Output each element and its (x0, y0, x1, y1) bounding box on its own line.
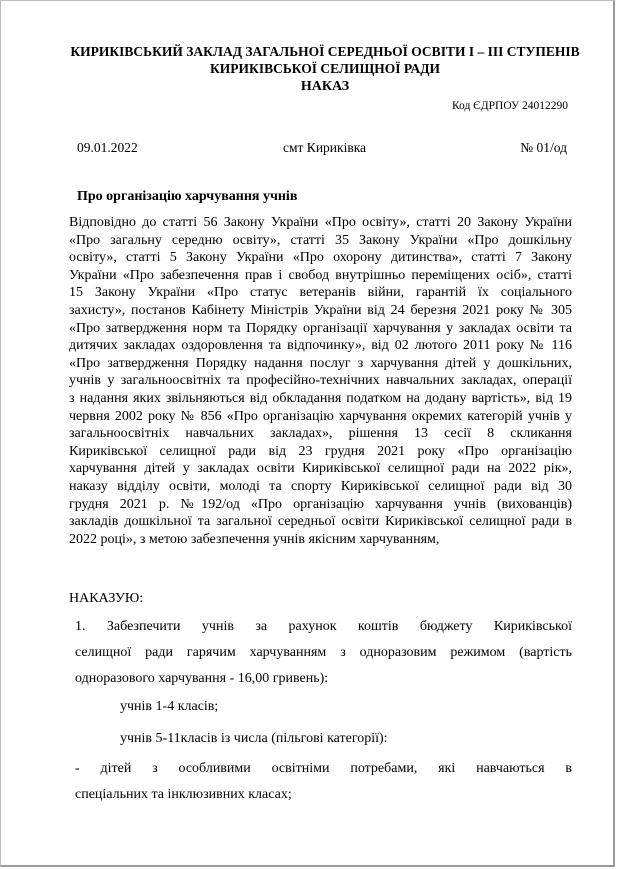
institution-name-line2: КИРИКІВСЬКОЇ СЕЛИЩНОЇ РАДИ (210, 61, 440, 76)
edrpou-code: Код ЄДРПОУ 24012290 (451, 100, 568, 112)
preamble-line: з надання яких звільняються від обкладання податком на додану вартість», від 19 (69, 390, 572, 406)
preamble-line: Кириківської селищної ради від 23 грудня 2021 року «Про організацію (69, 443, 572, 459)
preamble-line: наказу відділу освіти, молоді та спорту Кириківської селищної ради від 30 (69, 478, 572, 494)
order-item-special-needs (75, 756, 572, 808)
preamble-line: дитячих закладах оздоровлення та відпочинку», від 02 лютого 2011 року № 116 (69, 338, 572, 354)
preamble-line: «Про загальну середню освіту», статті 35 Закону України «Про дошкільну (69, 232, 572, 248)
item-line: одноразового харчування - 16,00 гривень): (75, 671, 329, 686)
order-title: Про організацію харчування учнів (77, 189, 298, 204)
institution-name-line1: КИРИКІВСЬКИЙ ЗАКЛАД ЗАГАЛЬНОЇ СЕРЕДНЬОЇ ОСВІТИ І – ІІІ СТУПЕНІВ (70, 44, 580, 59)
preamble-line: «Про затвердження норм та Порядку організації харчування у закладах освіти та (69, 320, 572, 336)
preamble-line: закладів дошкільної та загальної середньої освіти Кириківської селищної ради в (69, 514, 572, 530)
preamble-line: захисту», постанов Кабінету Міністрів України від 24 березня 2021 року № 305 (69, 302, 572, 318)
preamble-line: грудня 2021 р. №192/од «Про організацію харчування учнів (вихованців) (69, 496, 572, 512)
preamble-line: червня 2002 року № 856 «Про організацію харчування окремих категорій учнів у (69, 408, 572, 424)
order-number: № 01/од (520, 140, 567, 155)
preamble-line: учнів у загальноосвітніх та професійно-технічних навчальних закладах, операції (69, 373, 572, 389)
order-date: 09.01.2022 (77, 140, 138, 155)
order-place: смт Кириківка (283, 140, 367, 155)
item-line: 1. Забезпечити учнів за рахунок коштів бюджету Кириківської (75, 619, 572, 634)
preamble-line: Відповідно до статті 56 Закону України «Про освіту», статті 20 Закону України (69, 215, 572, 230)
preamble-line: освіту», статті 5 Закону України «Про охорону дитинства», статті 7 Закону (69, 250, 572, 266)
item-line: спеціальних та інклюзивних класах; (75, 787, 292, 802)
subitem-grades-1-4: учнів 1-4 класів; (120, 699, 219, 714)
subitem-grades-5-11: учнів 5-11класів із числа (пільгові категорії): (120, 731, 388, 746)
preamble-line: загальноосвітніх навчальних закладах», рішення 13 сесії 8 скликання (69, 426, 572, 442)
item-line: селищної ради гарячим харчуванням з одноразовим режимом (вартість (75, 645, 572, 660)
document-type: НАКАЗ (300, 79, 350, 94)
order-item-1 (75, 614, 572, 692)
preamble-line: України «Про забезпечення прав і свобод внутрішньо переміщених осіб», статті (69, 267, 572, 283)
item-line: - дітей з особливими освітніми потребами, які навчаються в (75, 761, 572, 776)
preamble-line: 2022 році», з метою забезпечення учнів якісним харчуванням, (69, 531, 440, 547)
preamble-paragraph (69, 214, 572, 548)
preamble-line: «Про затвердження Порядку надання послуг з харчування дітей у дошкільних, (69, 355, 572, 371)
nakazuyu-label: НАКАЗУЮ: (69, 591, 144, 606)
preamble-line: харчування дітей у закладах освіти Кириківської селищної ради на 2022 рік», (69, 461, 572, 477)
preamble-line: 15 Закону України «Про статус ветеранів війни, гарантій їх соціального (69, 285, 572, 301)
